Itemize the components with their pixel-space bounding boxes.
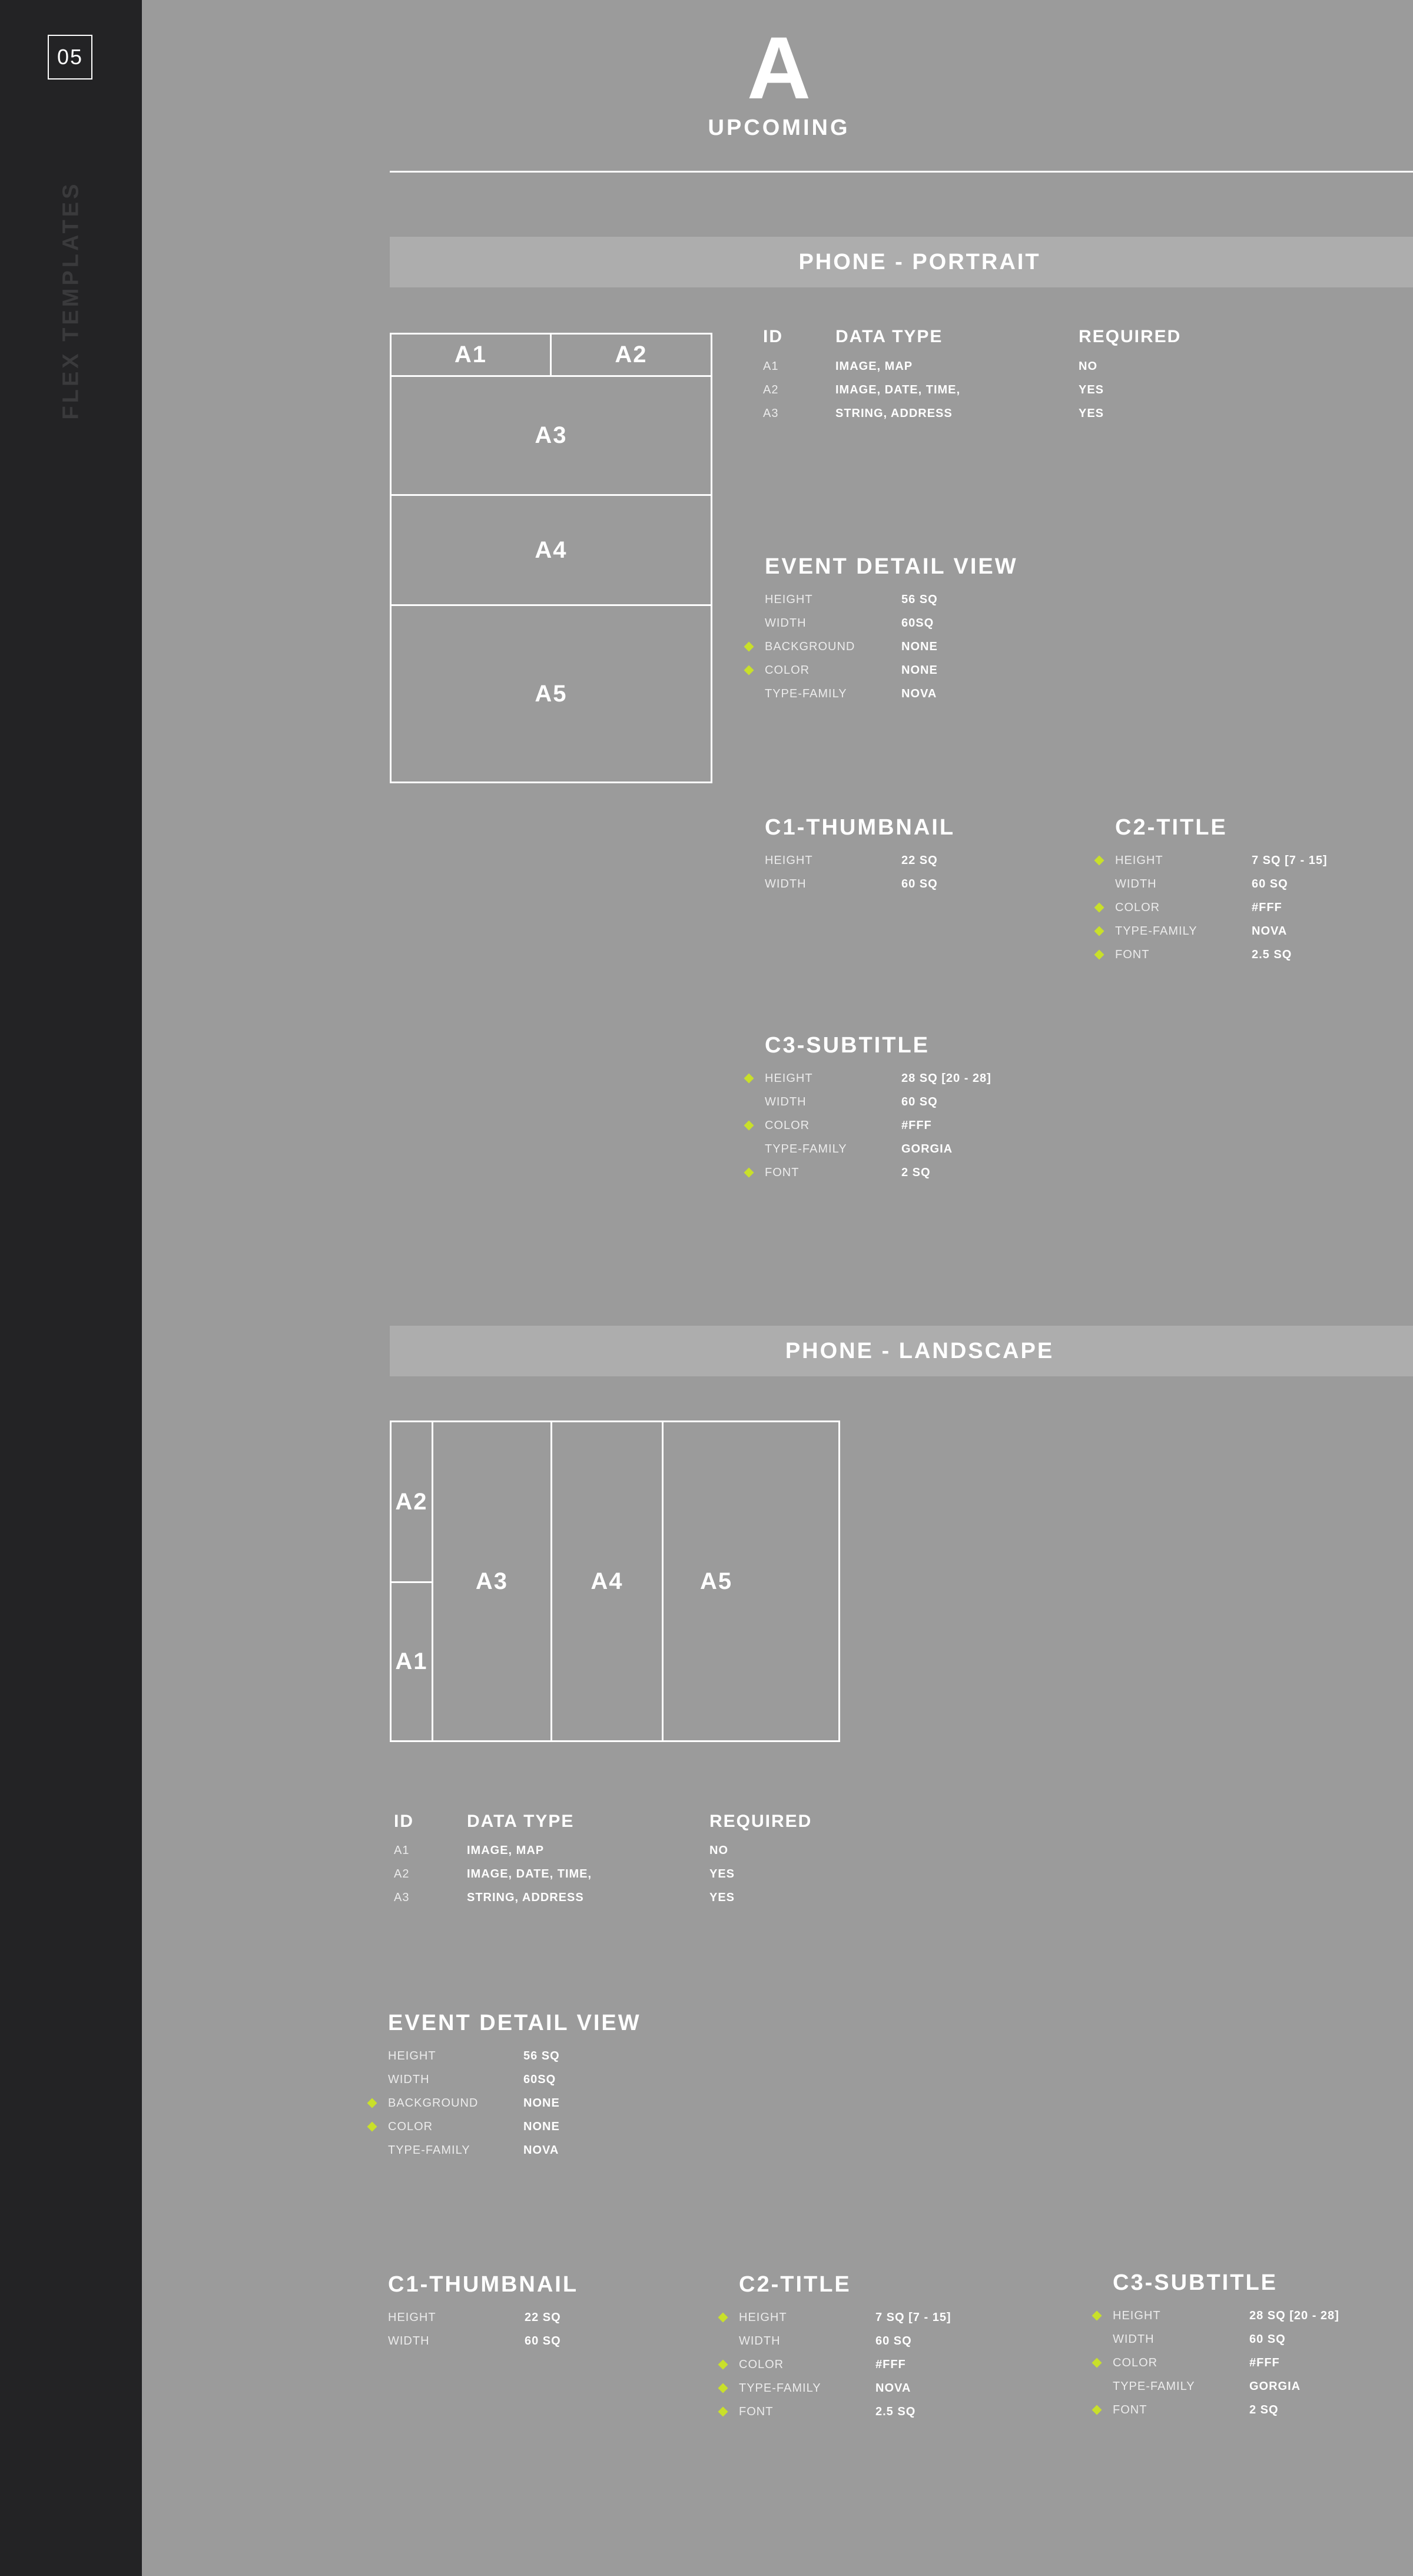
diamond-marker-icon [744,665,754,676]
table-header-required: REQUIRED [709,1812,812,1831]
spec-value: 60 SQ [525,2335,561,2347]
spec-label: TYPE-FAMILY [739,2382,821,2395]
spec-label: TYPE-FAMILY [1115,925,1198,938]
table-cell-data-type: STRING, ADDRESS [835,407,953,420]
spec-label: WIDTH [765,1095,807,1108]
spec-label: WIDTH [765,617,807,630]
spec-value: NONE [523,2120,560,2133]
table-cell-id: A3 [394,1891,410,1904]
spec-label: FONT [1113,2403,1147,2416]
spec-label: HEIGHT [739,2311,787,2324]
spec-label: WIDTH [388,2335,430,2347]
landscape-wire-a1: A1 [390,1581,433,1742]
spec-value: #FFF [1252,901,1282,914]
spec-value: NONE [901,640,938,653]
spec-label: TYPE-FAMILY [765,687,847,700]
diamond-marker-icon [744,642,754,652]
spec-label: TYPE-FAMILY [1113,2380,1195,2393]
table-cell-id: A2 [394,1868,410,1880]
table-cell-required: YES [709,1868,735,1880]
spec-label: FONT [765,1166,800,1179]
portrait-wire-a2: A2 [550,333,712,377]
spec-value: #FFF [1249,2356,1280,2369]
diamond-marker-icon [367,2122,377,2132]
diamond-marker-icon [1092,2311,1102,2321]
spec-label: BACKGROUND [388,2097,479,2110]
sidebar-vertical-label: FLEX TEMPLATES [58,181,84,420]
page-number-badge: 05 [48,35,92,80]
portrait-wire-a3: A3 [390,375,712,496]
spec-value: 56 SQ [901,593,938,606]
spec-label: HEIGHT [1113,2309,1161,2322]
spec-value: NOVA [901,687,937,700]
spec-label: HEIGHT [388,2311,436,2324]
table-header-data-type: DATA TYPE [467,1812,575,1831]
table-cell-required: NO [1079,360,1097,373]
spec-value: NONE [523,2097,560,2110]
spec-value: 7 SQ [7 - 15] [875,2311,951,2324]
spec-value: NOVA [523,2144,559,2157]
table-cell-required: YES [1079,407,1104,420]
table-cell-data-type: IMAGE, DATE, TIME, [467,1868,592,1880]
landscape-wire-a4: A4 [550,1421,664,1742]
portrait-wire-a4: A4 [390,494,712,606]
spec-value: 28 SQ [20 - 28] [1249,2309,1339,2322]
diamond-marker-icon [718,2407,728,2417]
table-cell-id: A2 [763,383,779,396]
spec-value: 28 SQ [20 - 28] [901,1072,991,1085]
diamond-marker-icon [1094,903,1104,913]
spec-label: HEIGHT [765,854,813,867]
spec-value: 22 SQ [901,854,938,867]
table-cell-data-type: IMAGE, DATE, TIME, [835,383,961,396]
spec-label: FONT [1115,948,1150,961]
spec-value: 2.5 SQ [1252,948,1292,961]
spec-value: 60SQ [901,617,934,630]
diamond-marker-icon [1092,2358,1102,2368]
spec-label: HEIGHT [388,2049,436,2062]
spec-title: C1-THUMBNAIL [765,815,956,840]
spec-value: NOVA [1252,925,1288,938]
table-cell-id: A1 [394,1844,410,1857]
spec-title: C3-SUBTITLE [765,1033,930,1058]
diamond-marker-icon [718,2360,728,2370]
portrait-wire-a1: A1 [390,333,552,377]
spec-value: GORGIA [901,1143,953,1155]
spec-value: 60 SQ [875,2335,912,2347]
diamond-marker-icon [744,1121,754,1131]
spec-label: WIDTH [765,878,807,890]
header-divider [390,171,1413,173]
diamond-marker-icon [744,1168,754,1178]
portrait-band: PHONE - PORTRAIT [390,237,1413,287]
table-cell-required: YES [1079,383,1104,396]
spec-label: WIDTH [1115,878,1157,890]
spec-value: 7 SQ [7 - 15] [1252,854,1328,867]
spec-value: 60SQ [523,2073,556,2086]
spec-label: COLOR [1115,901,1160,914]
landscape-wire-a2: A2 [390,1421,433,1583]
spec-label: HEIGHT [765,1072,813,1085]
spec-value: 22 SQ [525,2311,561,2324]
spec-title: EVENT DETAIL VIEW [765,554,1018,579]
spec-value: 2 SQ [1249,2403,1279,2416]
table-header-required: REQUIRED [1079,327,1182,346]
diamond-marker-icon [1094,950,1104,960]
diamond-marker-icon [1094,856,1104,866]
table-header-data-type: DATA TYPE [835,327,943,346]
spec-title: C3-SUBTITLE [1113,2270,1278,2295]
spec-label: HEIGHT [765,593,813,606]
diamond-marker-icon [1094,926,1104,936]
landscape-wire-a3: A3 [432,1421,552,1742]
spec-label: COLOR [765,1119,810,1132]
spec-value: 2 SQ [901,1166,931,1179]
spec-value: 60 SQ [1249,2333,1286,2346]
diamond-marker-icon [367,2098,377,2108]
spec-label: WIDTH [1113,2333,1155,2346]
sidebar [0,0,142,2576]
spec-value: 60 SQ [1252,878,1288,890]
spec-title: C1-THUMBNAIL [388,2272,579,2297]
spec-label: WIDTH [388,2073,430,2086]
landscape-band: PHONE - LANDSCAPE [390,1326,1413,1376]
spec-label: COLOR [739,2358,784,2371]
spec-value: GORGIA [1249,2380,1301,2393]
table-cell-id: A3 [763,407,779,420]
spec-label: TYPE-FAMILY [388,2144,470,2157]
spec-label: BACKGROUND [765,640,855,653]
spec-label: WIDTH [739,2335,781,2347]
spec-label: FONT [739,2405,774,2418]
template-subtitle: UPCOMING [708,115,850,140]
spec-value: 56 SQ [523,2049,560,2062]
table-cell-data-type: IMAGE, MAP [835,360,913,373]
spec-value: #FFF [875,2358,906,2371]
table-cell-required: NO [709,1844,728,1857]
diamond-marker-icon [744,1074,754,1084]
spec-value: 60 SQ [901,878,938,890]
spec-label: HEIGHT [1115,854,1163,867]
portrait-wire-a5: A5 [390,604,712,783]
spec-title: EVENT DETAIL VIEW [388,2011,641,2035]
spec-value: NONE [901,664,938,677]
diamond-marker-icon [718,2383,728,2393]
spec-label: COLOR [388,2120,433,2133]
main-content [142,0,1413,2576]
table-cell-required: YES [709,1891,735,1904]
spec-label: TYPE-FAMILY [765,1143,847,1155]
spec-title: C2-TITLE [739,2272,851,2297]
spec-label: COLOR [765,664,810,677]
spec-label: COLOR [1113,2356,1158,2369]
spec-value: 2.5 SQ [875,2405,916,2418]
table-cell-id: A1 [763,360,779,373]
spec-value: NOVA [875,2382,911,2395]
landscape-wire-a5: A5 [662,1421,840,1742]
diamond-marker-icon [1092,2405,1102,2415]
spec-value: #FFF [901,1119,932,1132]
spec-value: 60 SQ [901,1095,938,1108]
diamond-marker-icon [718,2313,728,2323]
table-cell-data-type: IMAGE, MAP [467,1844,545,1857]
table-header-id: ID [763,327,783,346]
template-letter: A [747,18,811,117]
table-header-id: ID [394,1812,414,1831]
spec-title: C2-TITLE [1115,815,1228,840]
table-cell-data-type: STRING, ADDRESS [467,1891,584,1904]
